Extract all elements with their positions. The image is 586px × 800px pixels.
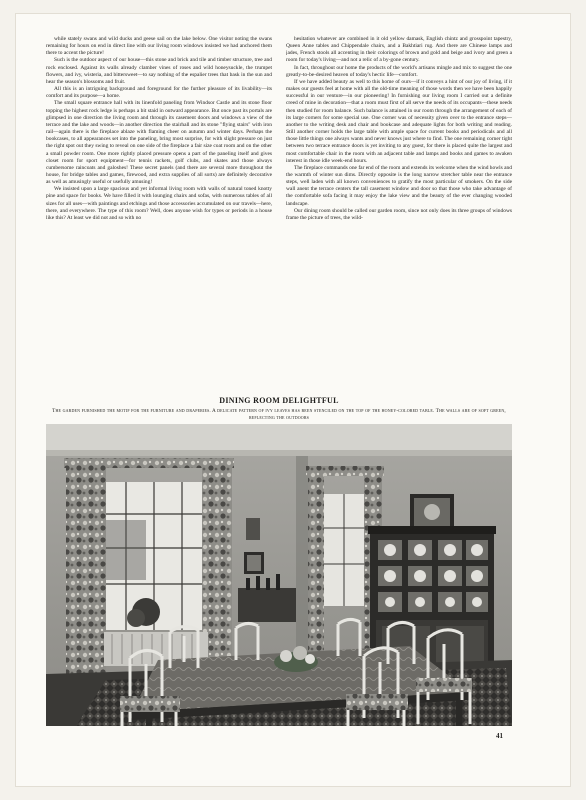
caption-title: DINING ROOM DELIGHTFUL: [219, 396, 339, 405]
paragraph: Such is the outdoor aspect of our house—this stone and brick and tile and timber structure, tree and rock enclosed. Against its walls already clamber vines of roses and wild honeysuckle, the trumpet flowers, and ivy, wisteria, and bittersweet—to say nothing of the espalier trees that bask in the sun and hear the season's blossoms and fruit.: [46, 57, 272, 85]
paragraph: If we have added beauty as well to this home of ours—if it conveys a hint of our joy of living, if it makes our guests feel at home with all the old-time meaning of those words then we have been happily successful in our venture—in our pioneering! In furnishing our living room I carried out a definite creed of mine in decoration—that a room must first of all serve the needs of its occupants—these needs then studied for room balance. Such balance is attained in our room through the arrangement of each of its large corners for some special use. One corner was of necessity given over to the entrance steps—another to the writing desk and chair and bookcase and adequate lights for both writing and reading. Still another corner holds the large table with ample space for current books and periodicals and all those little things one always wants and never knows just where to find. The one remaining corner tight between two terrace entrance doors is yet inviting to any guest, for there is placed quite the largest and most comfortable chair in the room with an adjacent table and lamps and books and games to awaken interest in those idle week-end hours.: [286, 78, 512, 164]
paragraph: while stately swans and wild ducks and geese sail on the lake below. One visitor noting the swans remaining for hours on end in direct line with our living room windows insisted we had anchored them there to accent the picture!: [46, 36, 272, 57]
paragraph: hesitation whatever are combined in it old yellow damask, English chintz and grosspoint tapestry, Queen Anne tables and Chippendale chairs, and a Bakhtiari rug. And there are Chinese lamps and jades, French stools all accenting in their colorings of brown and gold and beige and ivory and green a room for today's living—and not a relic of a by-gone century.: [286, 36, 512, 64]
paragraph: Our dining room should be called our garden room, since not only does its three groups of windows frame the picture of trees, the wild-: [286, 207, 512, 221]
paragraph: We insisted upon a large spacious and yet informal living room with walls of natural toned knotty pine and space for books. We have filled it with lounging chairs and sofas, with numerous tables of all sizes for all uses—with paintings and etchings and those accessories accumulated on our travels—here, there, and everywhere. The type of this room? Well, does anyone wish for types or periods in a house like this? At least we did not and so with no: [46, 186, 272, 221]
dining-room-photo: [46, 424, 512, 726]
paragraph: In fact, throughout our home the products of the world's artisans mingle and mix to suggest the one greatly-to-be-desired heaven of today's hectic life—comfort.: [286, 64, 512, 78]
page-number: 41: [496, 732, 503, 740]
left-column: [46, 36, 272, 392]
right-column: [286, 36, 512, 392]
article-body: [46, 36, 512, 392]
paragraph: The fireplace commands one far end of the room and extends its welcome when the wind howls and the warmth of winter sun dims. Directly opposite is the long narrow stretcher table near the entrance steps, well laden with all known conveniences to gratify the most particular of smokers. On the side wall anent the terrace centers the tall casement window and door so that those who take advantage of the comfortable sofa facing it may enjoy the lake view and the beauty of the ever changing wooded landscape.: [286, 164, 512, 207]
paragraph: All this is an intriguing background and foreground for the further pleasure of its livability—its comfort and its purpose—a home.: [46, 86, 272, 100]
caption-text: The garden furnished the motif for the furniture and draperies. A delicate pattern of ivy leaves has been stenciled on the top of the honey-colored table. The walls are of soft green, reflecting the outdoors: [52, 408, 506, 421]
paragraph: The small square entrance hall with its linenfold paneling from Windsor Castle and its stone floor topping the highest rock ledge is perhaps a bit staid in outward appearance. But once past its portals are glimpsed in one direction the living room and through its casement doors and windows a view of the terrace and the lake and woods—in another direction the stairhall and its stone "flying stairs" with iron rail—again there is the fireplace ablaze with flaming cheer on autumn and winter days. Perhaps the bookcases, to all appearances set into the paneling, bring most surprise, for with slight pressure on just the right spot out they swing to reveal on one side of the fireplace a fair size coat room and on the other a small powder room. One more rightly placed pressure opens a part of the paneling itself and gives closet room for sport equipment—for tennis rackets, golf clubs, and skates and those always cumbersome raincoats and galoshes! These secret panels (and there are several more throughout the house, for bridge tables and games, firewood, and extra supplies of all sorts) are definitely decorative as well as amusingly useful or usefully amusing!: [46, 100, 272, 186]
